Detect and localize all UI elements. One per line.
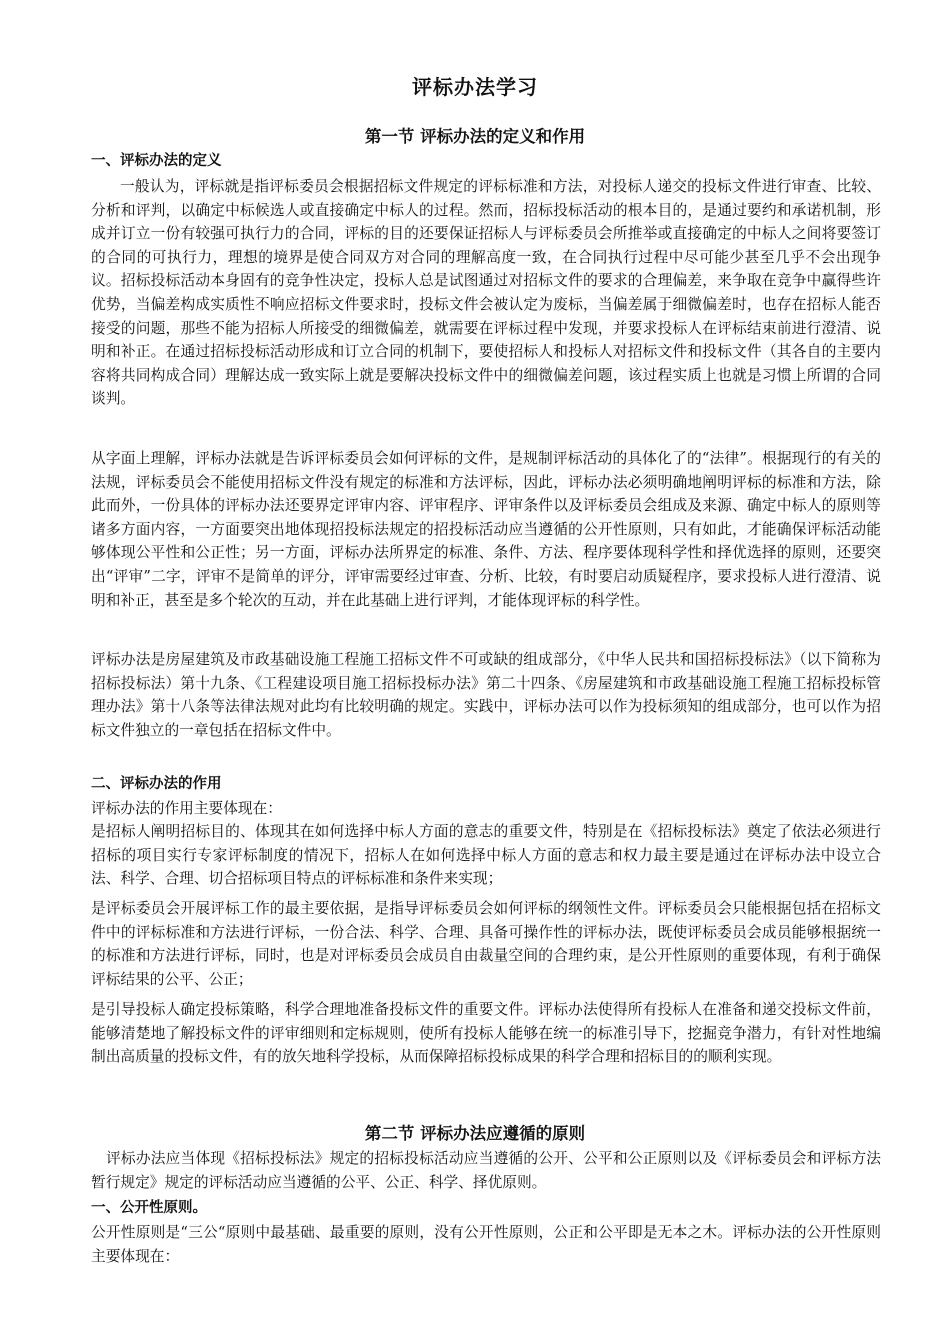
function-intro: 评标办法的作用主要体现在： [91, 800, 282, 817]
section-2-part-1-heading: 一、公开性原则。 [91, 1200, 207, 1216]
section-2-intro: 评标办法应当体现《招标投标法》规定的招标投标活动应当遵循的公开、公平和公正原则以及《评标委员会和评标方法暂行规定》规定的评标活动应当遵循的公平、公正、科学、择优原则。 [91, 1150, 881, 1191]
section-2-title: 第二节 评标办法应遵循的原则 [364, 1124, 586, 1143]
function-item-3: 是引导投标人确定投标策略，科学合理地准备投标文件的重要文件。评标办法使得所有投标人在准备和递交投标文件前，能够清楚地了解投标文件的评审细则和定标规则，使所有投标人能够在统一的标准引导下，挖掘竞争潜力，有针对性地编制出高质量的投标文件，有的放矢地科学投标，从而保障招标投标成果的科学合理和招标目的的顺利实现。 [91, 1001, 881, 1066]
openness-paragraph: 公开性原则是“三公“原则中最基础、最重要的原则，没有公开性原则，公正和公平即是无本之木。评标办法的公开性原则主要体现在： [91, 1224, 881, 1265]
definition-paragraph-3: 评标办法是房屋建筑及市政基础设施工程施工招标文件不可或缺的组成部分，《中华人民共和国招标投标法》（以下简称为招标投标法）第十九条、《工程建设项目施工招标投标办法》第二十四条、《房屋建筑和市政基础设施工程施工招标投标管理办法》第十八条等法律法规对此均有比较明确的规定。实践中，评标办法可以作为投标须知的组成部分，也可以作为招标文件独立的一章包括在招标文件中。 [91, 651, 881, 739]
function-item-1: 是招标人阐明招标目的、体现其在如何选择中标人方面的意志的重要文件，特别是在《招标投标法》奠定了依法必须进行招标的项目实行专家评标制度的情况下，招标人在如何选择中标人方面的意志和权力最主要是通过在评标办法中设立合法、科学、合理、切合招标项目特点的评标标准和条件来实现； [91, 823, 881, 888]
definition-paragraph-2: 从字面上理解，评标办法就是告诉评标委员会如何评标的文件，是规制评标活动的具体化了的“法律”。根据现行的有关的法规，评标委员会不能使用招标文件没有规定的标准和方法评标，因此，评标办法必须明确地阐明评标的标准和方法，除此而外，一份具体的评标办法还要界定评审内容、评审程序、评审条件以及评标委员会组成及来源、确定中标人的原则等诸多方面内容，一方面要突出地体现招投标法规定的招投标活动应当遵循的公开性原则，只有如此，才能确保评标活动能够体现公平性和公正性；另一方面，评标办法所界定的标准、条件、方法、程序要体现科学性和择优选择的原则，还要突出“评审”二字，评审不是简单的评分，评审需要经过审查、分析、比较，有时要启动质疑程序，要求投标人进行澄清、说明和补正，甚至是多个轮次的互动，并在此基础上进行评判，才能体现评标的科学性。 [91, 450, 881, 609]
function-item-2: 是评标委员会开展评标工作的最主要依据，是指导评标委员会如何评标的纲领性文件。评标委员会只能根据包括在招标文件中的评标标准和方法进行评标，一份合法、科学、合理、具备可操作性的评标办法，既使评标委员会成员能够根据统一的标准和方法进行评标，同时，也是对评标委员会成员自由裁量空间的合理约束，是公开性原则的重要体现，有利于确保评标结果的公平、公正； [91, 900, 881, 988]
section-1-title: 第一节 评标办法的定义和作用 [364, 127, 586, 146]
definition-paragraph-1: 一般认为，评标就是指评标委员会根据招标文件规定的评标标准和方法，对投标人递交的投标文件进行审查、比较、分析和评判，以确定中标候选人或直接确定中标人的过程。然而，招标投标活动的根本目的，是通过要约和承诺机制，形成并订立一份有较强可执行力的合同，评标的目的还要保证招标人与评标委员会所推举或直接确定的中标人之间将要签订的合同的可执行力，理想的境界是使合同双方对合同的理解高度一致，在合同执行过程中尽可能少甚至几乎不会出现争议。招标投标活动本身固有的竞争性决定，投标人总是试图通过对招标文件的要求的合理偏差，来争取在竞争中赢得些许优势，当偏差构成实质性不响应招标文件要求时，投标文件会被认定为废标，当偏差属于细微偏差时，也存在招标人能否接受的问题，那些不能为招标人所接受的细微偏差，就需要在评标过程中发现，并要求投标人在评标结束前进行澄清、说明和补正。在通过招标投标活动形成和订立合同的机制下，要使招标人和投标人对招标文件和投标文件（其各自的主要内容将共同构成合同）理解达成一致实际上就是要解决投标文件中的细微偏差问题，该过程实质上也就是习惯上所谓的合同谈判。 [91, 178, 881, 408]
section-1-part-1-heading: 一、评标办法的定义 [91, 153, 222, 169]
document-title: 评标办法学习 [412, 75, 538, 99]
section-1-part-2-heading: 二、评标办法的作用 [91, 776, 222, 792]
